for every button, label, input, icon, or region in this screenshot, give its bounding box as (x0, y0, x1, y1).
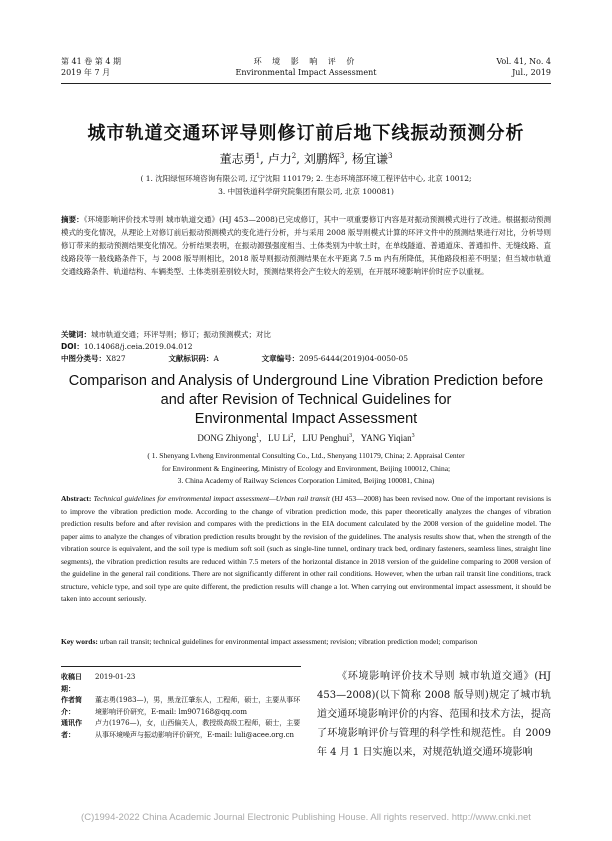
header-right (496, 56, 551, 78)
author-list-cn: 董志勇$^1$, 卢力$^2$, 刘鹏辉$^3$, 杨宜谦$^3$ (219, 152, 393, 166)
author-name: 刘鹏辉 (303, 152, 340, 166)
header-center (61, 56, 551, 78)
affiliation-en-line: for Environment & Engineering, Ministry of Ecology and Environment, Beijing 100012, China; (161, 463, 451, 473)
running-header (61, 56, 551, 86)
affiliation-en-line: ( 1. Shenyang Lvheng Environmental Consulting Co., Ltd., Shenyang 110179, China; 2. Appraisal Center (147, 451, 465, 460)
abstract-label-en: Abstract: (61, 494, 92, 503)
keywords-cn (61, 329, 271, 341)
received-note (61, 672, 301, 695)
author-bio-label: 作者简介： (61, 696, 82, 716)
copyright-watermark: (C)1994-2022 China Academic Journal Electronic Publishing House. All rights reserved. http://www.cnki.net (81, 812, 531, 823)
keywords-label-en: Key words: (61, 637, 98, 646)
article-no-label: 文章编号： (261, 354, 300, 363)
footnotes (61, 672, 301, 741)
class-no-value: X827 (106, 354, 126, 363)
author-sup: 3 (339, 152, 345, 160)
author-note (61, 695, 301, 718)
date-en: Jul., 2019 (512, 68, 551, 77)
affiliation-line: ( 1. 沈阳绿恒环境咨询有限公司, 辽宁沈阳 110179; 2. 生态环境部环境工程评估中心, 北京 10012; (140, 174, 472, 183)
affiliation-line: 3. 中国铁道科学研究院集团有限公司, 北京 100081) (218, 187, 394, 196)
body-text-column: 《环境影响评价技术导则 城市轨道交通》(HJ 453—2008)(以下简称 2008 版导则)规定了城市轨道交通环境影响评价的内容、范围和技术方法，提高了环境影响评价与管理的科学性和规范性。自 2009 年 4 月 1 日实施以来，对规范轨道交通环境影响 (317, 671, 551, 758)
volume-cn: 第 41 卷 第 4 期 (61, 57, 121, 66)
author-name: 董志勇 (219, 152, 256, 166)
author-list-en: DONG Zhiyong$^1$, LU Li$^2$, LIU Penghui$^3$, YANG Yiqian$^3$ (197, 433, 415, 443)
abstract-en (61, 493, 551, 606)
author-name-en: LIU Penghui (302, 433, 350, 443)
title-en-line: Environmental Impact Assessment (194, 411, 418, 427)
doi-label: DOI： (61, 342, 84, 351)
abstract-text-cn: 《环境影响评价技术导则 城市轨道交通》(HJ 453—2008)已完成修订，其中一项重要修订内容是对振动预测模式进行了改进。根据振动预测模式的变化情况，从理论上对修订前后振动预测模式的变化进行分析，并与采用 2008 版导则模式计算的环评文件中的预测结果进行对比，分析导则修订带来的振动预测结果变化情况。分析结果表明，在振动源强强度相当、土体类别为中软土时，在单线隧道、普通道床、普通扣件、无缝线路、直线路段等一般线路条件下，与 2008 版导则相比，2018 版导则振动预测结果在水平距离 7.5 m 内有所降低，其他路段相差不明显；但当城市轨道交通线路条件、轨道结构、车辆类型、土体类别差别较大时，预测结果将会产生较大的差别，在开展环境影响评价时应予以重视。 (61, 215, 551, 276)
author-name: 杨宜谦 (351, 152, 388, 166)
author-name: 卢力 (267, 152, 292, 166)
author-sup: 3 (387, 152, 393, 160)
affiliations-cn (0, 172, 612, 198)
received-label: 收稿日期： (61, 673, 82, 693)
author-sup-en: 3 (349, 433, 353, 439)
keywords-text-cn: 城市轨道交通；环评导则；修订；振动预测模式；对比 (91, 330, 271, 339)
article-no-value: 2095-6444(2019)04-0050-05 (299, 354, 409, 363)
journal-name-en: Environmental Impact Assessment (235, 68, 377, 77)
author-name-en: LU Li (268, 433, 291, 443)
classification-line (61, 353, 551, 365)
doc-code-value: A (213, 354, 219, 363)
author-sup-en: 3 (411, 433, 415, 439)
corresponding-label: 通讯作者： (61, 719, 82, 739)
keywords-text-en: urban rail transit; technical guidelines for environmental impact assessment; revision; vibration prediction model; comparison (99, 637, 478, 646)
doc-code-label: 文献标识码： (168, 354, 214, 363)
class-no-label: 中图分类号： (61, 354, 106, 363)
author-bio: 董志勇(1983—)，男，黑龙江肇东人，工程师，硕士，主要从事环境影响评价研究，E-mail: lm907168@qq.com (95, 696, 301, 716)
article-title-en (0, 372, 612, 429)
abstract-guideline-title: Technical guidelines for environmental impact assessment—Urban rail transit (93, 494, 330, 503)
author-name-en: DONG Zhiyong (197, 433, 257, 443)
abstract-label-cn: 摘要： (61, 215, 84, 224)
author-sup-en: 2 (290, 433, 294, 439)
abstract-text-en: (HJ 453—2008) has been revised now. One of the important revisions is to improve the vibration prediction mode. According to the change of vibration prediction mode, this paper theoretically analyzes the changes of vibration prediction results before and after revision and compares with the predictions in the EIA document calculated by the 2008 version of the guideline model. The paper aims to analyze the changes of vibration prediction results brought by the revision of the guidelines. The analysis results show that, when the strength of the vibration source is equivalent, and the soil type is medium soft soil (such as single-line tunnel, ordinary track bed, ordinary fasteners, seamless lines, straight line segments), the vibration prediction results are reduced within 7.5 meters of the horizontal distance in 2018 version of the guideline comparing to 2008 version of the guideline in the general rail conditions. There are not significantly different in other rail conditions. However, when the urban rail transit line conditions, track structure, vehicle type, and soil type are quite different, the prediction results will change a lot. When carrying out environmental impact assessment, it should be taken into account seriously. (61, 494, 552, 603)
keywords-en (61, 636, 551, 648)
header-rule (61, 83, 551, 84)
doi-line (61, 341, 193, 353)
author-sup-en: 1 (256, 433, 260, 439)
title-en-line: and after Revision of Technical Guidelines for (160, 392, 452, 408)
corresponding-bio: 卢力(1976—)，女，山西偏关人，教授级高级工程师，硕士，主要从事环境噪声与振动影响评价研究，E-mail: luli@acee.org.cn (95, 719, 301, 739)
title-en-line: Comparison and Analysis of Underground Line Vibration Prediction before (68, 373, 544, 389)
doi-value: 10.14068/j.ceia.2019.04.012 (83, 342, 193, 351)
corresponding-note (61, 718, 301, 741)
author-sup: 2 (291, 152, 297, 160)
affiliations-en (80, 450, 532, 488)
affiliation-en-line: 3. China Academy of Railway Sciences Corporation Limited, Beijing 100081, China) (177, 476, 435, 485)
volume-en: Vol. 41, No. 4 (496, 57, 551, 66)
author-name-en: YANG Yiqian (360, 433, 412, 443)
author-sup: 1 (255, 152, 261, 160)
received-date: 2019-01-23 (95, 673, 136, 681)
journal-name-cn: 环 境 影 响 评 价 (253, 57, 359, 66)
article-title-cn: 城市轨道交通环评导则修订前后地下线振动预测分析 (87, 123, 525, 144)
date-cn: 2019 年 7 月 (61, 68, 111, 77)
abstract-cn (61, 213, 551, 278)
footnote-rule (61, 666, 301, 667)
keywords-label-cn: 关键词： (61, 330, 91, 339)
